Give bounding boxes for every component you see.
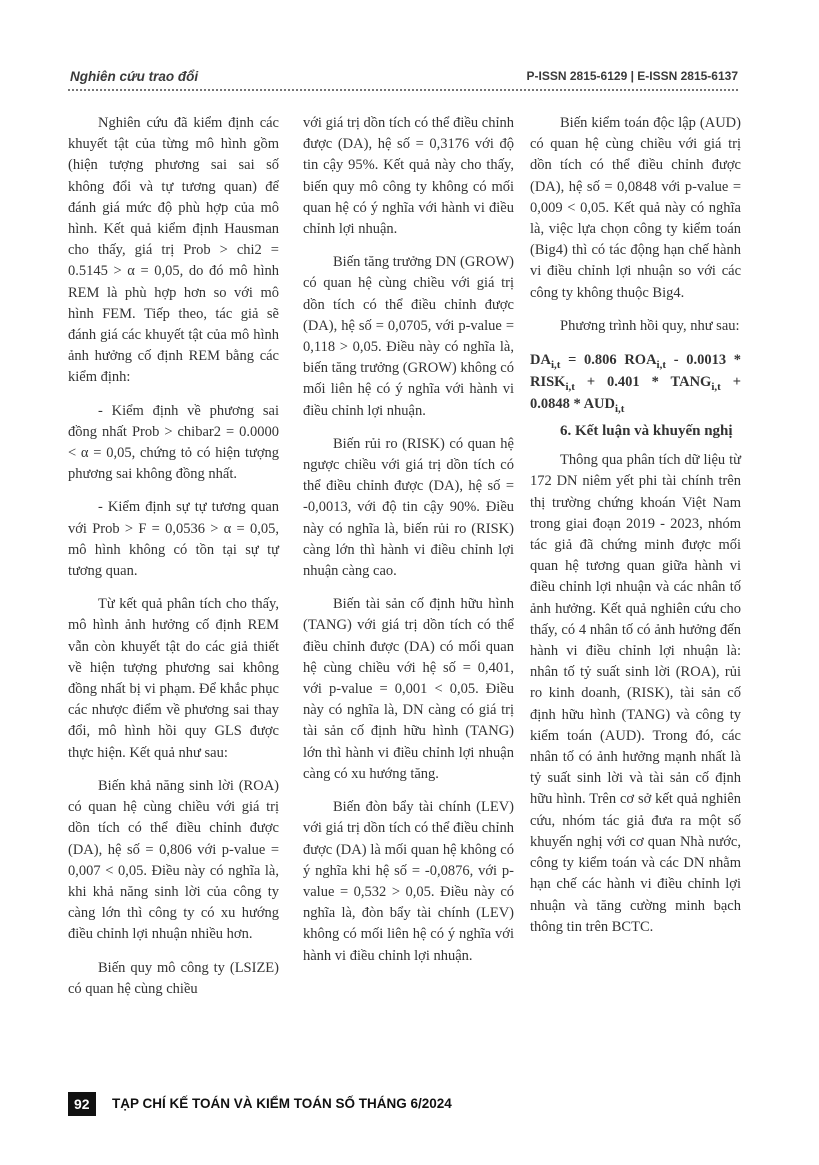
eq-subscript: i,t [656, 358, 667, 371]
paragraph: Biến đòn bẩy tài chính (LEV) với giá trị dồn tích có thể điều chỉnh được (DA) là mối quan hệ không có ý nghĩa khi hệ số = -0,0876, với p-value = 0,532 > 0,05. Điều này có nghĩa là, đòn bẩy tài chính (LEV) không có mối liên hệ có ý nghĩa với hành vi điều chỉnh lợi nhuận. [303, 799, 514, 964]
eq-term: = 0.806 ROA [560, 352, 657, 369]
paragraph: Nghiên cứu đã kiểm định các khuyết tật của từng mô hình gồm (hiện tượng phương sai sai số không đổi và tự tương quan) để đánh giá mức độ phù hợp của mô hình. Kết quả kiểm định Hausman cho thấy, giá trị Prob > chi2 = 0.5145 > α = 0,05, do đó mô hình REM là phù hợp hơn so với mô hình FEM. Tiếp theo, tác giả sẽ đánh giá các khuyết tật của mô hình ảnh hưởng cố định REM bằng các kiểm định: [68, 115, 279, 386]
eq-term: + 0.401 * TANG [574, 374, 712, 391]
paragraph: Biến khả năng sinh lời (ROA) có quan hệ cùng chiều với giá trị dồn tích có thể điều chỉnh được (DA), hệ số = 0,806 với p-value = 0,007 < 0,05. Điều này có nghĩa là, khi khả năng sinh lời của công ty càng lớn thì công ty có xu hướng điều chỉnh lợi nhuận nhiều hơn. [68, 777, 279, 943]
eq-subscript: i,t [615, 402, 625, 415]
page-number: 92 [68, 1092, 96, 1116]
paragraph: Biến rủi ro (RISK) có quan hệ ngược chiều với giá trị dồn tích có thể điều chỉnh được (DA), hệ số = -0,0013, với độ tin cậy 90%. Điều này có nghĩa là, biến rủi ro (RISK) càng lớn thì hành vi điều chỉnh lợi nhuận càng cao. [303, 435, 514, 580]
eq-da: DA [530, 352, 551, 369]
column-3 [530, 113, 741, 950]
paragraph: Từ kết quả phân tích cho thấy, mô hình ảnh hưởng cố định REM vẫn còn khuyết tật do các giả thiết về hiện tượng phương sai không đồng nhất bị vi phạm. Để khắc phục các nhược điểm về phương sai thay đổi, mô hình hồi quy GLS được thực hiện. Kết quả như sau: [68, 596, 279, 761]
section-title: Nghiên cứu trao đổi [70, 69, 199, 84]
paragraph: Biến tăng trưởng DN (GROW) có quan hệ cùng chiều với giá trị dồn tích có thể điều chỉnh được (DA), hệ số = 0,0705, với p-value = 0,118 > 0,05. Điều này có nghĩa là, biến tăng trưởng (GROW) không có mối liên hệ có ý nghĩa với hành vi điều chỉnh lợi nhuận. [303, 254, 514, 419]
issn-label: P-ISSN 2815-6129 | E-ISSN 2815-6137 [526, 69, 738, 83]
eq-term: - 0.0013 * RISK [530, 352, 741, 391]
eq-subscript: i,t [565, 380, 575, 393]
paragraph: - Kiểm định sự tự tương quan với Prob > F = 0,0536 > α = 0,05, mô hình không có tồn tại sự tự tương quan. [68, 499, 279, 580]
paragraph: Biến kiểm toán độc lập (AUD) có quan hệ cùng chiều với giá trị dồn tích có thể điều chỉnh được (DA), hệ số = 0,0848 với p-value = 0,009 < 0,05. Kết quả này có nghĩa là, việc lựa chọn công ty kiểm toán (Big4) thì có tác động hạn chế hành vi điều chỉnh lợi nhuận so với các công ty không thuộc Big4. [530, 115, 741, 301]
paragraph: Biến quy mô công ty (LSIZE) có quan hệ cùng chiều [68, 959, 279, 997]
paragraph: Thông qua phân tích dữ liệu từ 172 DN niêm yết phi tài chính trên thị trường chứng khoán Việt Nam trong giai đoạn 2019 - 2023, nhóm tác giả đã chứng minh được mối quan hệ tương quan giữa hành vi điều chỉnh lợi nhuận và các nhân tố ảnh hưởng. Kết quả nghiên cứu cho thấy, có 4 nhân tố có ảnh hưởng đến hành vi điều chỉnh lợi nhuận là: nhân tố tỷ suất sinh lời (ROA), rủi ro kinh doanh, (RISK), tài sản cố định hữu hình (TANG) và công ty kiểm toán (AUD). Trong đó, các nhân tố có ảnh hưởng mạnh nhất là tỷ suất sinh lời và tài sản cố định hữu hình. Trên cơ sở kết quả nghiên cứu, nhóm tác giả đưa ra một số khuyến nghị với cơ quan Nhà nước, công ty kiểm toán và các DN nhằm hạn chế các hành vi điều chỉnh lợi nhuận và tăng cường minh bạch thông tin trên BCTC. [530, 452, 741, 935]
paragraph: - Kiểm định về phương sai đồng nhất Prob > chibar2 = 0.0000 < α = 0,05, chứng tỏ có hiện tượng phương sai không đồng nhất. [68, 402, 279, 483]
journal-name: TẠP CHÍ KẾ TOÁN VÀ KIỂM TOÁN SỐ THÁNG 6/2024 [112, 1096, 452, 1111]
section-heading: 6. Kết luận và khuyến nghị [560, 423, 733, 440]
eq-subscript: i,t [550, 358, 561, 371]
column-2 [303, 113, 514, 979]
page-header [68, 66, 738, 94]
regression-equation [530, 349, 741, 415]
paragraph: với giá trị dồn tích có thể điều chỉnh được (DA), hệ số = 0,3176 với độ tin cậy 95%. Kết quả này cho thấy, biến quy mô công ty không có mối quan hệ có ý nghĩa với hành vi điều chỉnh lợi nhuận. [303, 115, 514, 238]
eq-term: + 0.0848 * AUD [530, 374, 741, 413]
column-1 [68, 113, 279, 1012]
eq-subscript: i,t [711, 380, 721, 393]
header-rule [68, 89, 738, 91]
paragraph: Phương trình hồi quy, như sau: [560, 317, 740, 334]
paragraph: Biến tài sản cố định hữu hình (TANG) với giá trị dồn tích có thể điều chỉnh được (DA) có mối quan hệ cùng chiều với hệ số = 0,401, với p-value = 0,001 < 0,05. Điều này có nghĩa là, DN càng có giá trị tài sản cố định hữu hình (TANG) lớn thì hành vi điều chỉnh lợi nhuận càng có xu hướng tăng. [303, 596, 514, 782]
